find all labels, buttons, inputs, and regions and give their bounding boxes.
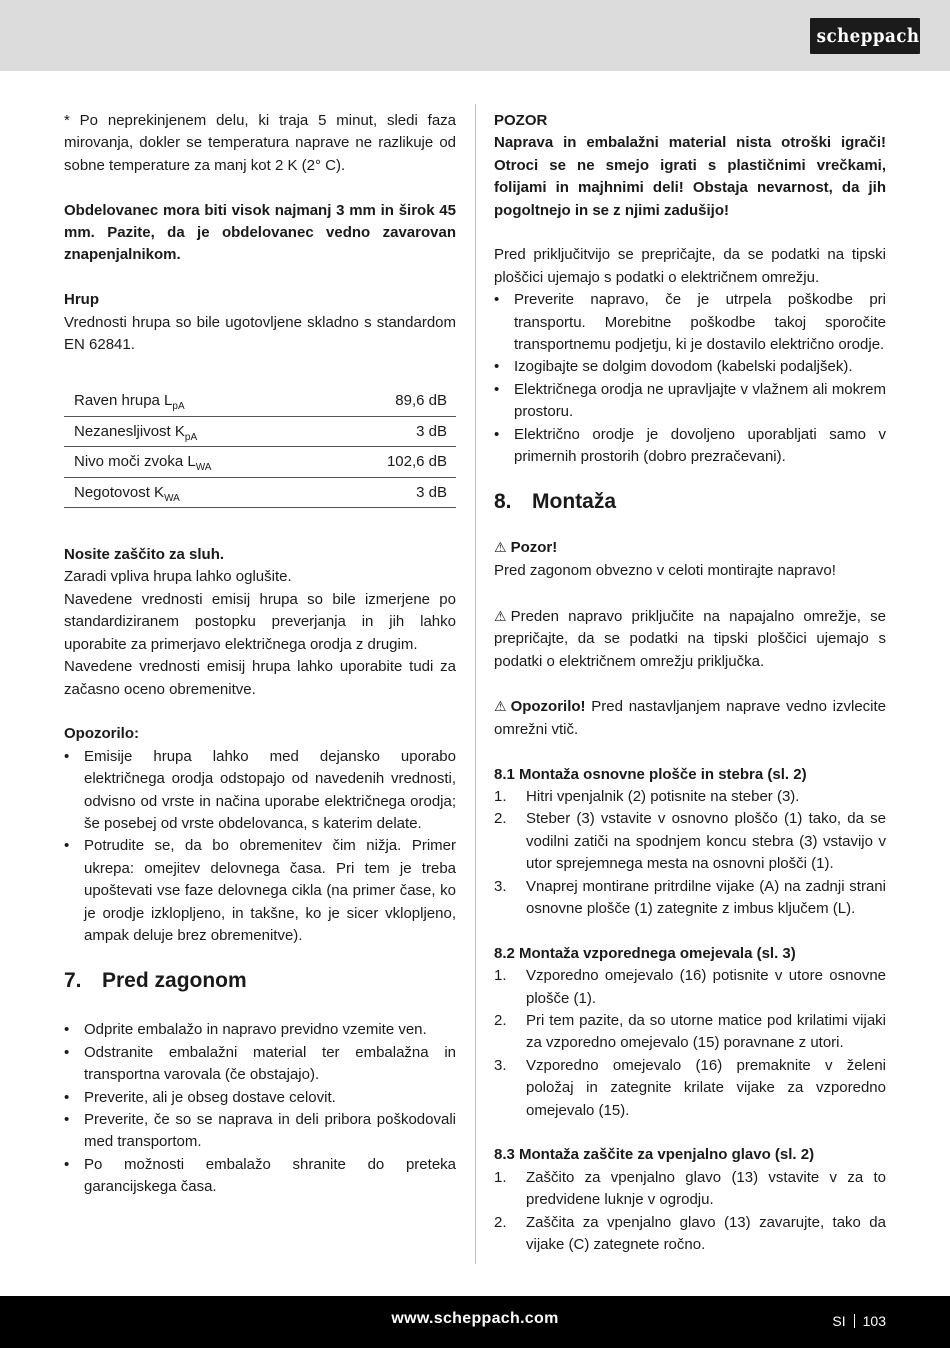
footer-bar xyxy=(0,1296,950,1348)
section-8-3-list xyxy=(494,1167,886,1257)
section-8-1-heading: 8.1 Montaža osnovne plošče in stebra (sl. 2) xyxy=(494,765,807,783)
table-row: Nivo moči zvoka $L_{WA}$ 102,6 dB xyxy=(64,447,456,477)
page-indicator: SI 103 xyxy=(832,1313,886,1329)
list-item: 1. Zaščito za vpenjalno glavo (13) vstavite v za to predvidene luknje v ogrodju. xyxy=(494,1168,886,1209)
list-item: • Emisije hrupa lahko med dejansko uporabo električnega orodja odstopajo od navedenih vrednosti, odvisno od vrste in načina uporabe električnega orodja; še posebej od vrste obdelovanca, s katerim delate. xyxy=(64,746,456,836)
website-link[interactable]: www.scheppach.com xyxy=(391,1310,559,1327)
list-item: • Preverite, ali je obseg dostave celovit. xyxy=(64,1087,456,1109)
warning-heading: Opozorilo: xyxy=(64,725,139,743)
emission-text-1: Navedene vrednosti emisij hrupa so bile izmerjene po standardiziranem postopku preverjanja in jih lahko uporabite za primerjavo električnega orodja z drugim. xyxy=(64,590,456,653)
list-item: 1. Hitri vpenjalnik (2) potisnite na steber (3). xyxy=(494,787,800,805)
connect-list xyxy=(494,289,886,468)
noise-text: Vrednosti hrupa so bile ugotovljene skladno s standardom EN 62841. xyxy=(64,313,456,354)
right-column xyxy=(494,110,886,1256)
hearing-text: Zaradi vpliva hrupa lahko oglušite. xyxy=(64,568,292,586)
list-item: • Odstranite embalažni material ter embalažna in transportna varovala (če obstajajo). xyxy=(64,1042,456,1087)
list-item: 2. Zaščita za vpenjalno glavo (13) zavarujte, tako da vijake (C) zategnete ročno. xyxy=(494,1213,886,1253)
workpiece-note: Obdelovanec mora biti visok najmanj 3 mm in širok 45 mm. Pazite, da je obdelovanec vedno zavarovan znapenjalnikom. xyxy=(64,201,456,264)
list-item: 2. Pri tem pazite, da so utorne matice pod krilatimi vijaki za vzporedno omejevalo (15) poravnane z utori. xyxy=(494,1011,886,1052)
caution-heading: ⚠ Pozor! xyxy=(494,536,886,559)
table-row: Nezanesljivost $K_{pA}$ 3 dB xyxy=(64,416,456,446)
list-item: • Po možnosti embalažo shranite do preteka garancijskega časa. xyxy=(64,1154,456,1199)
section-7-list xyxy=(64,1019,456,1198)
list-item: 2. Steber (3) vstavite v osnovno ploščo (1) tako, da se vodilni zatiči na spodnjem koncu stebra (3) vstavijo v utor sprejemnega mesta na osnovni plošči (1). xyxy=(494,810,886,873)
left-column xyxy=(64,110,456,1199)
warning-icon: ⚠ xyxy=(494,607,507,624)
list-item: • Preverite napravo, če je utrpela poškodbe pri transportu. Morebitne poškodbe takoj sporočite transportnemu podjetju, ki je dostavilo električno orodje. xyxy=(494,289,886,356)
network-warning: ⚠ Preden napravo priključite na napajalno omrežje, se prepričajte, da se podatki na tipski ploščici ujemajo s podatki o električnem omrežju priključka. xyxy=(494,605,886,673)
list-item: • Preverite, če so se naprava in deli pribora poškodovali med transportom. xyxy=(64,1109,456,1154)
hearing-protection-heading: Nosite zaščito za sluh. xyxy=(64,546,225,564)
warning-icon: ⚠ xyxy=(494,539,507,556)
list-item: • Potrudite se, da bo obremenitev čim nižja. Primer ukrepa: omejitev delovnega časa. Pri tem je treba upoštevati vse faze delovnega cikla (na primer čase, ko je orodje izklopljeno, in takšne, ko je sicer vklopljeno, ampak deluje brez obremenitve). xyxy=(64,835,456,947)
noise-table xyxy=(64,386,456,508)
scheppach-logo: scheppach xyxy=(810,18,920,54)
section-7-heading: 7. Pred zagonom xyxy=(64,969,247,993)
connect-text: Pred priključitvijo se prepričajte, da se podatki na tipski ploščici ujemajo s podatki o električnem omrežju. xyxy=(494,246,886,286)
table-row: Negotovost $K_{WA}$ 3 dB xyxy=(64,477,456,507)
list-item: • Odprite embalažo in napravo previdno vzemite ven. xyxy=(64,1019,456,1041)
opozorilo-note: ⚠ Opozorilo! Pred nastavljanjem naprave vedno izvlecite omrežni vtič. xyxy=(494,695,886,741)
list-item: • Izogibajte se dolgim dovodom (kabelski podaljšek). xyxy=(494,356,886,378)
warning-icon: ⚠ xyxy=(494,698,507,715)
section-8-3-heading: 8.3 Montaža zaščite za vpenjalno glavo (sl. 2) xyxy=(494,1146,815,1164)
section-8-1-list xyxy=(494,786,886,920)
pozor-text: Naprava in embalažni material nista otroški igrači! Otroci se ne smejo igrati s plastičnimi vrečkami, folijami in majhnimi deli! Obstaja nevarnost, da jih pogoltnejo in se z njimi zadušijo! xyxy=(494,134,886,219)
emission-text-2: Navedene vrednosti emisij hrupa lahko uporabite tudi za začasno oceno obremenitve. xyxy=(64,658,456,698)
list-item: 1. Vzporedno omejevalo (16) potisnite v utore osnovne plošče (1). xyxy=(494,967,886,1007)
section-8-2-list xyxy=(494,965,886,1122)
list-item: 3. Vzporedno omejevalo (16) premaknite v želeni položaj in zategnite krilate vijake za vzporedno omejevalo (15). xyxy=(494,1056,886,1119)
caution-text: Pred zagonom obvezno v celoti montirajte napravo! xyxy=(494,561,836,579)
column-divider xyxy=(475,104,476,1264)
section-8-2-heading: 8.2 Montaža vzporednega omejevala (sl. 3) xyxy=(494,944,796,962)
warning-list xyxy=(64,746,456,948)
pozor-heading: POZOR xyxy=(494,112,548,129)
list-item: 3. Vnaprej montirane pritrdilne vijake (A) na zadnji strani osnovne plošče (1) zategnite z imbus ključem (L). xyxy=(494,877,886,917)
list-item: • Električno orodje je dovoljeno uporabljati samo v primernih prostorih (dobro prezračevani). xyxy=(494,424,886,469)
header-bar xyxy=(0,0,950,71)
rest-phase-note: * Po neprekinjenem delu, ki traja 5 minut, sledi faza mirovanja, dokler se temperatura naprave ne razlikuje od sobne temperature za manj kot 2 K (2° C). xyxy=(64,112,456,174)
section-8-heading: 8. Montaža xyxy=(494,490,616,514)
list-item: • Električnega orodja ne upravljajte v vlažnem ali mokrem prostoru. xyxy=(494,379,886,424)
table-row: Raven hrupa $L_{pA}$ 89,6 dB xyxy=(64,386,456,416)
noise-heading: Hrup xyxy=(64,291,99,309)
